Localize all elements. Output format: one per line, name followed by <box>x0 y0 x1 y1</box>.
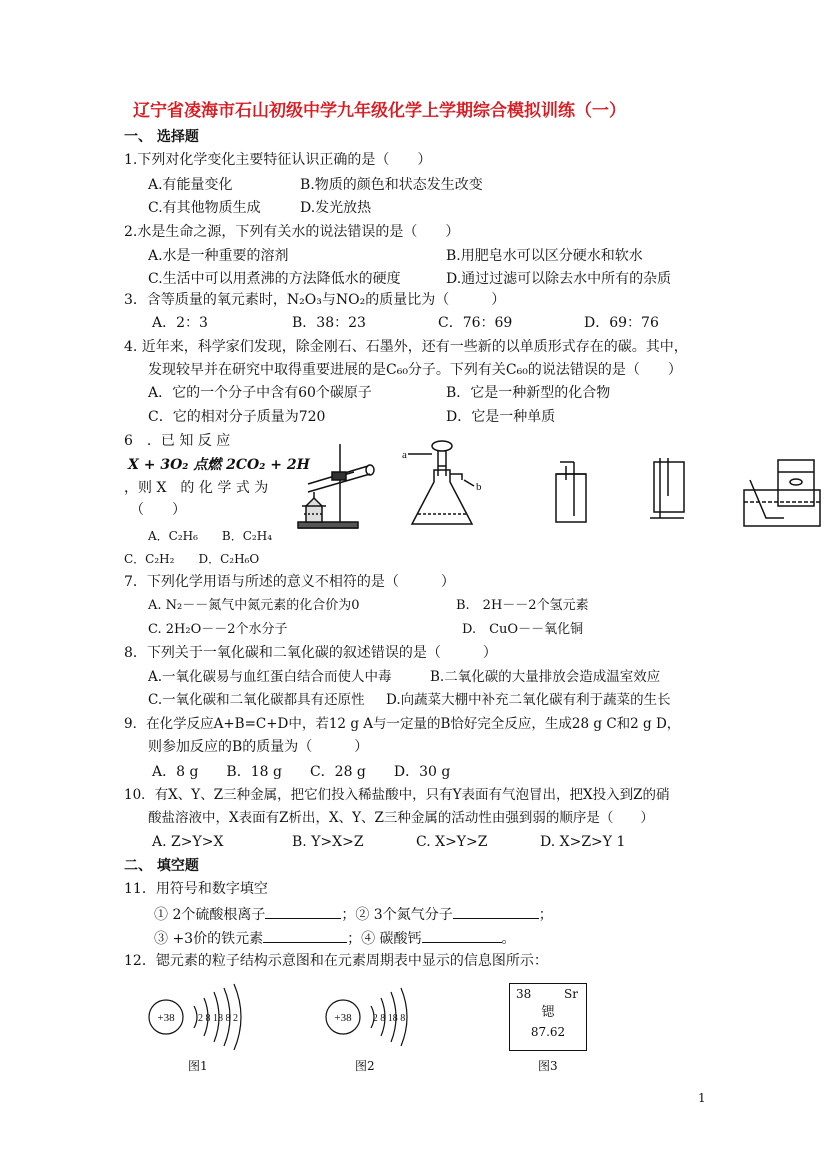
fig1-electron-shells: 2 8 18 8 2 <box>198 1013 238 1024</box>
q8-option-a: A.一氧化碳易与血红蛋白结合而使人中毒 <box>148 669 392 685</box>
q11-part-2-end: ； <box>538 907 553 923</box>
q6-line-1: 6 ．已 知 反 应 <box>124 433 231 449</box>
q12-stem: 12．锶元素的粒子结构示意图和在元素周期表中显示的信息图所示： <box>124 953 548 969</box>
q3-stem: 3．含等质量的氧元素时，N₂O₃与NO₂的质量比为（ ） <box>124 292 506 308</box>
q1-option-b: B.物质的颜色和状态发生改变 <box>300 177 483 193</box>
figure-2-caption: 图2 <box>355 1059 375 1073</box>
q10-option-a: A. Z>Y>X <box>152 834 224 850</box>
q1-option-c: C.有其他物质生成 <box>148 200 261 216</box>
q9-line-2: 则参加反应的B的质量为（ ） <box>148 739 369 755</box>
q8-option-c: C.一氧化碳和二氧化碳都具有还原性 <box>148 692 365 708</box>
element-name: 锶 <box>541 1005 555 1020</box>
atomic-mass: 87.62 <box>530 1025 566 1039</box>
q10-option-b: B. Y>X>Z <box>292 834 364 850</box>
q7-option-b: B. 2H－－2个氢元素 <box>456 598 589 613</box>
q1-stem: 1.下列对化学变化主要特征认识正确的是（ ） <box>124 152 432 168</box>
q4-option-c: C．它的相对分子质量为720 <box>148 409 326 425</box>
q4-line-1: 4. 近年来，科学家们发现，除金刚石、石墨外，还有一些新的以单质形式存在的碳。其中， <box>124 339 688 355</box>
page-title: 辽宁省凌海市石山初级中学九年级化学上学期综合模拟训练（一） <box>133 101 626 121</box>
atomic-number: 38 <box>516 987 532 1001</box>
q3-option-c: C．76：69 <box>438 315 513 331</box>
q9-line-1: 9．在化学反应A+B=C+D中，若12 g A与一定量的B恰好完全反应，生成28 g C和2 g D， <box>124 716 681 732</box>
q2-option-d: D.通过过滤可以除去水中所有的杂质 <box>446 271 672 287</box>
answer-blank-4[interactable] <box>422 928 502 943</box>
q9-options: A．8 g B．18 g C．28 g D．30 g <box>152 764 451 780</box>
q7-option-d: D. CuO－－氧化铜 <box>462 622 584 637</box>
element-symbol: Sr <box>564 987 578 1001</box>
figure-1-caption: 图1 <box>188 1059 208 1073</box>
section-heading-choice: 一、 选择题 <box>124 129 199 145</box>
q7-option-c: C. 2H₂O－－2个水分子 <box>148 622 288 637</box>
q10-option-c: C. X>Y>Z <box>416 834 488 850</box>
q11-row-1 <box>154 904 553 925</box>
answer-blank-2[interactable] <box>453 904 539 919</box>
q8-stem: 8．下列关于一氧化碳和二氧化碳的叙述错误的是（ ） <box>124 645 497 661</box>
q4-option-a: A．它的一个分子中含有60个碳原子 <box>148 385 372 401</box>
q6-options-cd: C．C₂H₂ D．C₂H₆O <box>124 552 260 566</box>
gas-bottle-1-figure <box>548 456 592 526</box>
q8-option-b: B.二氧化碳的大量排放会造成温室效应 <box>430 669 661 685</box>
answer-blank-3[interactable] <box>263 928 347 943</box>
label-a: a <box>402 449 407 461</box>
q11-part-1: ① 2个硫酸根离子 <box>154 907 266 923</box>
periodic-table-cell <box>509 983 587 1051</box>
answer-blank-1[interactable] <box>265 904 341 919</box>
q11-part-4-end: 。 <box>501 931 516 947</box>
q11-part-2: ；② 3个氮气分子 <box>341 907 453 923</box>
q3-option-b: B．38：23 <box>292 315 366 331</box>
q2-option-c: C.生活中可以用煮沸的方法降低水的硬度 <box>148 271 401 287</box>
label-b: b <box>476 481 482 493</box>
strontium-atom-diagram <box>148 980 268 1050</box>
q4-line-2: 发现较早并在研究中取得重要进展的是C₆₀分子。下列有关C₆₀的说法错误的是（ ） <box>148 362 682 378</box>
q6-line-3: ，则 X 的 化 学 式 为 <box>124 480 269 496</box>
q8-option-d: D.向蔬菜大棚中补充二氧化碳有利于蔬菜的生长 <box>386 692 671 708</box>
fig2-nucleus-charge: +38 <box>334 1012 352 1024</box>
q4-option-d: D．它是一种单质 <box>446 409 556 425</box>
q10-line-2: 酸盐溶液中，X表面有Z析出，X、Y、Z三种金属的活动性由强到弱的顺序是（ ） <box>148 810 654 826</box>
q7-option-a: A. N₂－－氮气中氮元素的化合价为0 <box>148 598 360 613</box>
page-number: 1 <box>698 1091 706 1105</box>
q4-option-b: B．它是一种新型的化合物 <box>446 385 611 401</box>
section-heading-fill: 二、 填空题 <box>124 858 199 874</box>
water-trough-figure <box>740 450 824 530</box>
q11-stem: 11．用符号和数字填空 <box>124 881 268 897</box>
q11-row-2 <box>154 928 516 949</box>
q2-option-a: A.水是一种重要的溶剂 <box>148 248 289 264</box>
q10-line-1: 10．有X、Y、Z三种金属，把它们投入稀盐酸中，只有Y表面有气泡冒出，把X投入到Z的硝 <box>124 787 670 803</box>
flask-apparatus-figure <box>398 436 494 532</box>
q6-options-ab: A．C₂H₆ B．C₂H₄ <box>148 529 273 543</box>
q11-part-4: ；④ 碳酸钙 <box>347 931 422 947</box>
q1-option-a: A.有能量变化 <box>148 177 233 193</box>
q3-option-d: D．69：76 <box>584 315 659 331</box>
q2-option-b: B.用肥皂水可以区分硬水和软水 <box>446 248 643 264</box>
q10-option-d: D. X>Z>Y 1 <box>540 834 626 850</box>
q1-option-d: D.发光放热 <box>300 200 372 216</box>
q11-part-3: ③ +3价的铁元素 <box>154 931 264 947</box>
q3-option-a: A．2：3 <box>152 315 208 331</box>
q7-stem: 7．下列化学用语与所述的意义不相符的是（ ） <box>124 574 455 590</box>
fig2-electron-shells: 2 8 18 8 <box>372 1013 406 1024</box>
q2-stem: 2.水是生命之源，下列有关水的说法错误的是（ ） <box>124 224 460 240</box>
heating-apparatus-figure <box>288 436 384 532</box>
figure-3-caption: 图3 <box>538 1059 558 1073</box>
q6-line-4: （ ） <box>130 502 186 518</box>
fig1-nucleus-charge: +38 <box>157 1012 175 1024</box>
strontium-ion-diagram <box>325 980 425 1050</box>
gas-bottle-2-figure <box>644 456 690 526</box>
q6-equation: X + 3O₂ 点燃 2CO₂ + 2H <box>128 457 310 473</box>
